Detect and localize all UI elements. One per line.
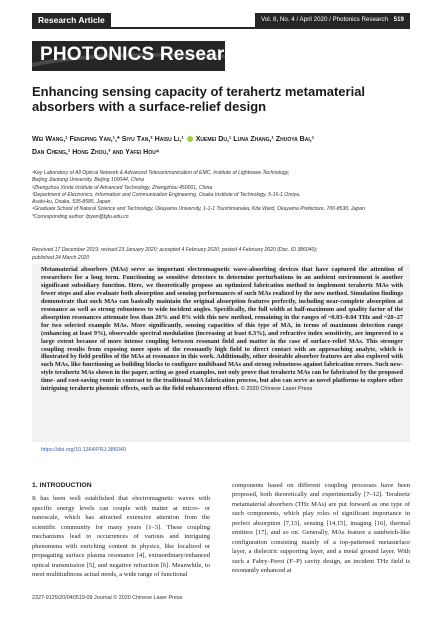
intro-paragraph-right: components based on different coupling processes have been proposed, both theoretically and experimentally [7–12]. Terahertz metamaterial absorbers (THz MAs) are put forward as one type of such components, which play roles of significant importance in perfect absorption [7,13], sensing [14,15], imaging [16], thermal emitters [17], and so on. Generally, MAs feature a sandwich-like configuration consisting mainly of a top-patterned metasurface layer, a dielectric supporting layer, and a metal ground layer. With such a Fabry–Perot (F–P) cavity design, an incident THz field is resonantly enhanced at: [232, 482, 410, 575]
affiliation-line: Asahi-ku, Osaka, 535-8585, Japan: [32, 199, 111, 206]
affiliation-line: ⁴Graduate School of Natural Science and Technology, Okayama University, 1-1-1 Tsushimanaka, Kita Ward, Okayama Prefecture, 700-8530, Japan: [32, 206, 365, 213]
affiliation-line: ³Department of Electronics, Information and Communication Engineering, Osaka Institute of Technology, 5-16-1 Omiya,: [32, 191, 301, 198]
issue-info: [255, 13, 410, 27]
article-title: Enhancing sensing capacity of terahertz metamaterial absorbers with a surface-relief design: [32, 84, 366, 114]
issue-citation: Vol. 8, No. 4 / April 2020 / Photonics Research: [261, 16, 388, 23]
author-list: [32, 133, 412, 158]
header-rule: [32, 27, 410, 29]
journal-logo: [32, 41, 248, 71]
authors-line-1b: Xuemei Du,¹ Luna Zhang,¹ Zhuoya Bai,¹: [195, 135, 315, 143]
authors-line-2: Dan Cheng,¹ Hong Zhou,³ and Yafei Hou⁴: [32, 147, 160, 156]
body-column-right: [232, 481, 410, 576]
affiliation-line: ¹Key Laboratory of All Optical Network & Advanced Telecommunication of EMC, Institute of Lightwave Technology,: [32, 170, 290, 176]
received-dates: [32, 247, 417, 262]
received-line: Received 17 December 2019; revised 23 January 2020; accepted 4 February 2020; posted 4 February 2020 (Doc. ID 386040);: [32, 247, 318, 253]
abstract: [41, 266, 403, 394]
journal-logo-text: PHOTONICS Research: [40, 44, 248, 65]
page-number: 519: [393, 16, 404, 23]
affiliation-line: ²Zhengzhou Xinda Institute of Advanced Technology, Zhengzhou 450001, China: [32, 184, 213, 191]
intro-paragraph-left: It has been well established that electromagnetic waves with specific energy levels can couple with matter at micro- or nanoscale, which has attracted extensive attention from the scientific community for many years [1–3]. These coupling mechanisms lead to occurrences of various and intriguing phenomena with enriching content in physics, like localized or propagating surface plasma resonance [4], extraordinary/enhanced optical transmission [5], and negative refraction [6]. Meanwhile, to meet multitudinous actual needs, a wide range of functional: [32, 495, 210, 579]
affiliations: [32, 170, 417, 221]
section-heading: 1. INTRODUCTION: [32, 482, 92, 489]
body-column-left: [32, 481, 210, 580]
authors-line-1: Wei Wang,¹ Fengping Yan,¹,* Siyu Tan,² Haisu Li,¹: [32, 135, 184, 143]
article-type-tag: Research Article: [32, 13, 111, 27]
abstract-text: Metamaterial absorbers (MAs) serve as important electromagnetic wave-absorbing devices that have captured the attention of researchers for a long term. Functioning as sensitive detectors to determine perturbations in an ambient environment is another significant subsidiary function. Here, we theoretically propose an optimized fabrication method to implement terahertz MAs with fewer steps and also evaluate both absorption and sensing performances of such MAs realized by the new method. Simulation findings demonstrate that such MAs can basically maintain the original absorption features perfectly, including near-complete absorption at resonance as well as strong robustness to wide incident angles. Specifically, the full width at half-maximum and quality factor of the absorption resonances attenuate less than 26% and 8% with this new method, remaining in the ranges of ~0.03–0.04 THz and ~20–27 for two selected example MAs. More significantly, sensing capacities of this type of MA, in terms of maximum detection range (enhancing at least 9%), observable spectral modulation (increasing at least 6.3%), and refractive index sensitivity, are improved to a large extent because of more intense coupling between resonant field and matter in the case of surface-relief MAs. This stronger coupling results from exposing more spots of the resonantly high field to direct contact with an approaching analyte, which is illustrated by field profiles of the MAs at resonance in this work. Additionally, other desirable absorber features are also explored with such MAs, like functioning as building blocks to configure multiband MAs and strong robustness against fabrication errors. Such new-style terahertz MAs shown in the paper, acting as good examples, not only prove that terahertz MAs can be fabricated by the proposed time- and cost-saving route in contrast to the traditional MA fabrication process, but also can serve as novel platforms to explore other intriguing terahertz photonic effects, such as the field enhancement effect.: [41, 266, 403, 393]
orcid-icon[interactable]: [187, 136, 193, 142]
doi-link[interactable]: https://doi.org/10.1364/PRJ.386040: [41, 447, 126, 453]
affiliation-line: Beijing Jiaotong University, Beijing 100044, China: [32, 177, 145, 184]
published-line: published 24 March 2020: [32, 254, 90, 261]
running-header: [0, 13, 440, 29]
page-footer: 2327-9125/20/040519-09 Journal © 2020 Chinese Laser Press: [32, 595, 183, 601]
corresponding-author: *Corresponding author: fpyan@bjtu.edu.cn: [32, 213, 129, 220]
copyright-notice: © 2020 Chinese Laser Press: [240, 386, 313, 393]
